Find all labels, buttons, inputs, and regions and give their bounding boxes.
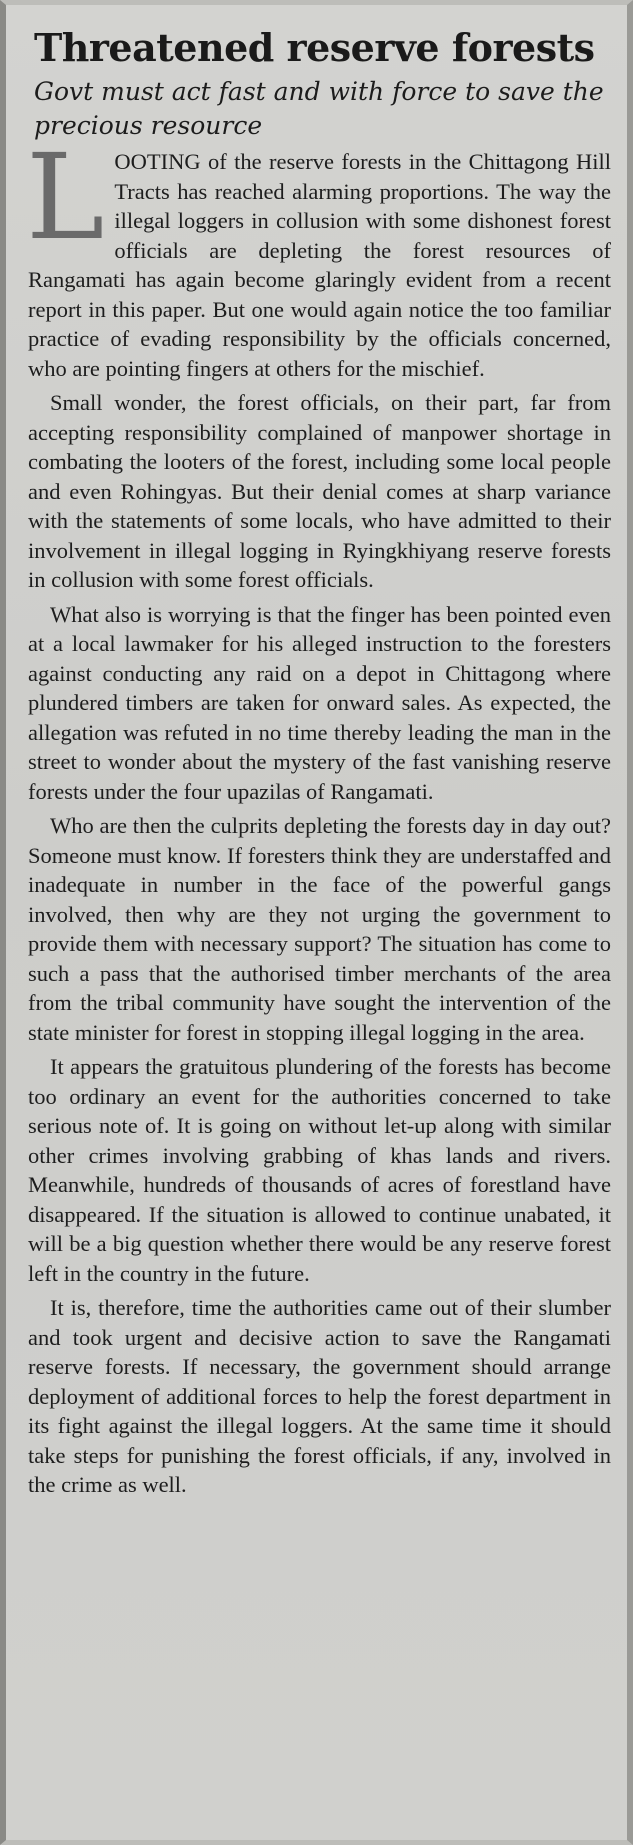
drop-cap: L	[26, 128, 105, 266]
paragraph-3: What also is worrying is that the finger has been pointed even at a local lawmaker for his alleged instruction to the foresters against conducting any raid on a depot in Chittagong where plundered timbers are taken for onward sales. As expected, the allegation was refuted in no time thereby leading the man in the street to wonder about the mystery of the fast vanishing reserve forests under the four upazilas of Rangamati.	[28, 601, 611, 804]
subheadline: Govt must act fast and with force to save the precious resource	[34, 77, 604, 140]
paragraph-6: It is, therefore, time the authorities came out of their slumber and took urgent and decisive action to save the Rangamati reserve forests. If necessary, the government should arrange deployment of additional forces to help the forest department in its fight against the illegal loggers. At the same time it should take steps for punishing the forest officials, if any, involved in the crime as well.	[28, 1295, 611, 1497]
paragraph-2: Small wonder, the forest officials, on their part, far from accepting responsibility complained of manpower shortage in combating the looters of the forest, including some local people and even Rohingyas. But their denial comes at sharp variance with the statements of some locals, who have admitted to their involvement in illegal logging in Ryingkhiyang reserve forests in collusion with some forest officials.	[28, 390, 611, 592]
paragraph-1	[26, 128, 611, 383]
paragraph-5: It appears the gratuitous plundering of the forests has become too ordinary an event for the authorities concerned to take serious note of. It is going on without let-up along with similar other crimes involving grabbing of khas lands and rivers. Meanwhile, hundreds of thousands of acres of forestland have disappeared. If the situation is allowed to continue unabated, it will be a big question whether there would be any reserve forest left in the country in the future.	[28, 1054, 611, 1286]
paragraph-4: Who are then the culprits depleting the forests day in day out? Someone must know. If foresters think they are understaffed and inadequate in number in the face of the powerful gangs involved, then why are they not urging the government to provide them with necessary support? The situation has come to such a pass that the authorised timber merchants of the area from the tribal community have sought the intervention of the state minister for forest in stopping illegal logging in the area.	[28, 813, 611, 1045]
article-body	[26, 128, 611, 1500]
headline: Threatened reserve forests	[34, 25, 595, 70]
paragraph-1-text: OOTING of the reserve forests in the Chittagong Hill Tracts has reached alarming proportions. The way the illegal loggers in collusion with some dishonest forest officials are depleting the forest resources of Rangamati has again become glaringly evident from a recent report in this paper. But one would again notice the too familiar practice of evading responsibility by the officials concerned, who are pointing fingers at others for the mischief.	[28, 149, 611, 381]
